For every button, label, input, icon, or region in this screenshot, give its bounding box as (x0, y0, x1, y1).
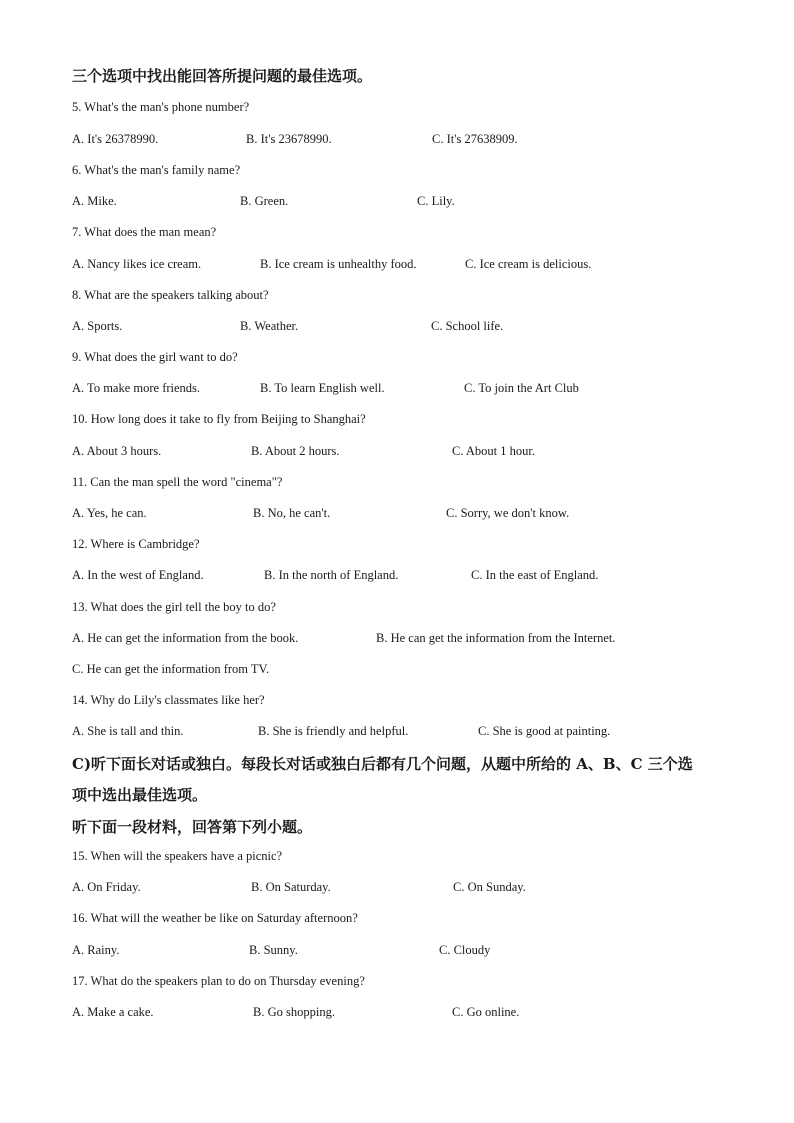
section-c-heading-line2: 项中选出最佳选项。 (72, 786, 208, 804)
section-c-heading-line1: C)听下面长对话或独白。每段长对话或独白后都有几个问题，从题中所给的 A、B、C 三个选 (72, 755, 693, 773)
question-17: 17. What do the speakers plan to do on Thursday evening? (72, 974, 365, 988)
q6-option-a: A. Mike. (72, 194, 117, 208)
q16-option-b: B. Sunny. (249, 943, 298, 957)
q10-option-a: A. About 3 hours. (72, 444, 162, 458)
q16-option-a: A. Rainy. (72, 943, 120, 957)
question-16: 16. What will the weather be like on Saturday afternoon? (72, 911, 358, 925)
q13-option-b: B. He can get the information from the Internet. (376, 631, 616, 645)
q12-option-c: C. In the east of England. (471, 568, 599, 582)
question-5: 5. What's the man's phone number? (72, 100, 250, 114)
section-c-instruction: 听下面一段材料，回答第下列小题。 (72, 818, 313, 836)
question-14: 14. Why do Lily's classmates like her? (72, 693, 265, 707)
q5-option-c: C. It's 27638909. (432, 132, 518, 146)
q9-option-c: C. To join the Art Club (464, 381, 579, 395)
q16-option-c: C. Cloudy (439, 943, 491, 957)
question-10: 10. How long does it take to fly from Beijing to Shanghai? (72, 412, 366, 426)
q17-option-c: C. Go online. (452, 1005, 520, 1019)
q12-option-b: B. In the north of England. (264, 568, 399, 582)
q6-option-b: B. Green. (240, 194, 289, 208)
q13-option-c: C. He can get the information from TV. (72, 662, 270, 676)
question-11: 11. Can the man spell the word "cinema"? (72, 475, 283, 489)
question-7: 7. What does the man mean? (72, 225, 217, 239)
question-12: 12. Where is Cambridge? (72, 537, 200, 551)
q15-option-c: C. On Sunday. (453, 880, 526, 894)
q9-option-a: A. To make more friends. (72, 381, 201, 395)
q9-option-b: B. To learn English well. (260, 381, 385, 395)
q12-option-a: A. In the west of England. (72, 568, 204, 582)
q11-option-a: A. Yes, he can. (72, 506, 147, 520)
q11-option-b: B. No, he can't. (253, 506, 331, 520)
q5-option-a: A. It's 26378990. (72, 132, 159, 146)
q13-option-a: A. He can get the information from the book. (72, 631, 299, 645)
intro-heading: 三个选项中找出能回答所提问题的最佳选项。 (72, 67, 373, 85)
q15-option-b: B. On Saturday. (251, 880, 331, 894)
q14-option-c: C. She is good at painting. (478, 724, 611, 738)
q7-option-b: B. Ice cream is unhealthy food. (260, 257, 417, 271)
question-6: 6. What's the man's family name? (72, 163, 241, 177)
q8-option-b: B. Weather. (240, 319, 299, 333)
question-15: 15. When will the speakers have a picnic? (72, 849, 283, 863)
q8-option-c: C. School life. (431, 319, 504, 333)
q11-option-c: C. Sorry, we don't know. (446, 506, 570, 520)
q8-option-a: A. Sports. (72, 319, 123, 333)
q17-option-b: B. Go shopping. (253, 1005, 335, 1019)
q14-option-a: A. She is tall and thin. (72, 724, 184, 738)
q15-option-a: A. On Friday. (72, 880, 141, 894)
q7-option-a: A. Nancy likes ice cream. (72, 257, 202, 271)
q10-option-c: C. About 1 hour. (452, 444, 535, 458)
q5-option-b: B. It's 23678990. (246, 132, 332, 146)
question-13: 13. What does the girl tell the boy to do? (72, 600, 276, 614)
q7-option-c: C. Ice cream is delicious. (465, 257, 592, 271)
q6-option-c: C. Lily. (417, 194, 455, 208)
question-8: 8. What are the speakers talking about? (72, 288, 269, 302)
question-9: 9. What does the girl want to do? (72, 350, 238, 364)
q17-option-a: A. Make a cake. (72, 1005, 154, 1019)
q14-option-b: B. She is friendly and helpful. (258, 724, 409, 738)
q10-option-b: B. About 2 hours. (251, 444, 340, 458)
